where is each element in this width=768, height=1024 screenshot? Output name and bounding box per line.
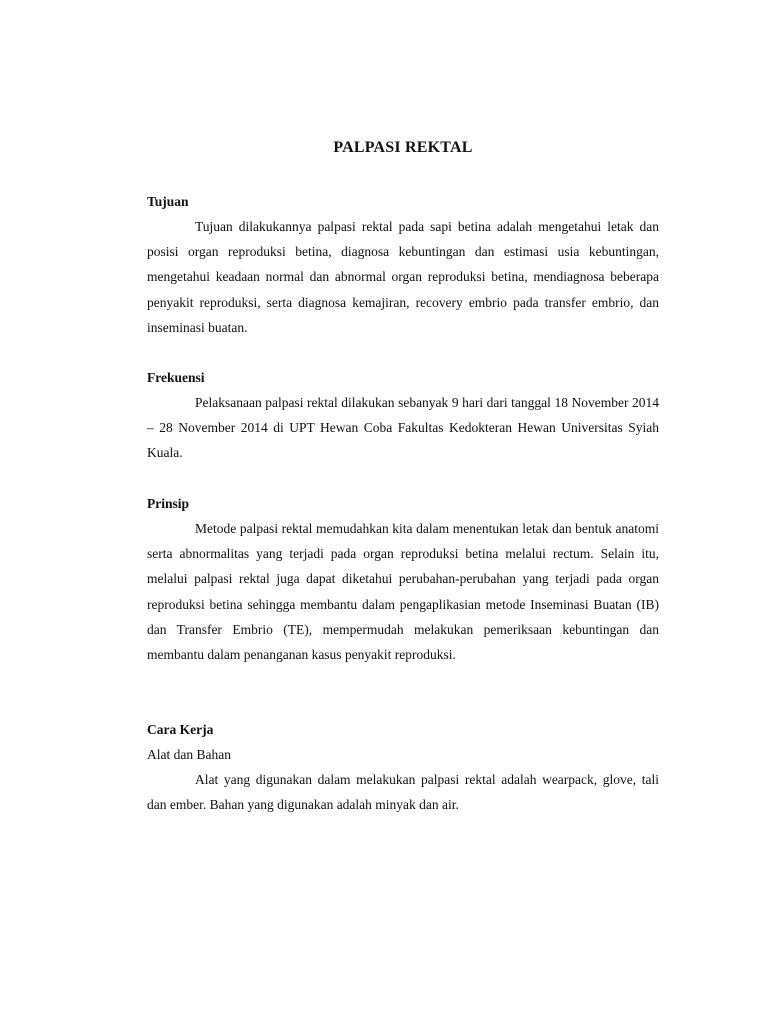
section-paragraph-tujuan: Tujuan dilakukannya palpasi rektal pada sapi betina adalah mengetahui letak dan posisi organ reproduksi betina, diagnosa kebuntingan dan estimasi usia kebuntingan, mengetahui keadaan normal dan abnormal organ reproduksi betina, mendiagnosa beberapa penyakit reproduksi, serta diagnosa kemajiran, recovery embrio pada transfer embrio, dan inseminasi buatan. — [147, 219, 659, 335]
section-heading-cara-kerja: Cara Kerja — [147, 722, 214, 737]
section-paragraph-prinsip: Metode palpasi rektal memudahkan kita dalam menentukan letak dan bentuk anatomi serta abnormalitas yang terjadi pada organ reproduksi betina melalui rectum. Selain itu, melalui palpasi rektal juga dapat diketahui perubahan-perubahan yang terjadi pada organ reproduksi betina sehingga membantu dalam pengaplikasian metode Inseminasi Buatan (IB) dan Transfer Embrio (TE), mempermudah melakukan pemeriksaan kebuntingan dan membantu dalam penanganan kasus penyakit reproduksi. — [147, 521, 659, 663]
document-page — [147, 0, 659, 1024]
section-frekuensi — [147, 365, 659, 466]
section-paragraph-cara-kerja: Alat yang digunakan dalam melakukan palpasi rektal adalah wearpack, glove, tali dan ember. Bahan yang digunakan adalah minyak dan air. — [147, 772, 659, 813]
section-heading-tujuan: Tujuan — [147, 194, 189, 209]
document-title: PALPASI REKTAL — [333, 139, 473, 156]
section-prinsip — [147, 491, 659, 667]
section-heading-prinsip: Prinsip — [147, 496, 190, 511]
section-cara-kerja — [147, 717, 659, 817]
section-paragraph-frekuensi: Pelaksanaan palpasi rektal dilakukan sebanyak 9 hari dari tanggal 18 November 2014 – 28 November 2014 di UPT Hewan Coba Fakultas Kedokteran Hewan Universitas Syiah Kuala. — [147, 395, 659, 461]
section-heading-frekuensi: Frekuensi — [147, 370, 205, 385]
section-tujuan — [147, 189, 659, 340]
subheading-alat-dan-bahan: Alat dan Bahan — [147, 747, 231, 762]
